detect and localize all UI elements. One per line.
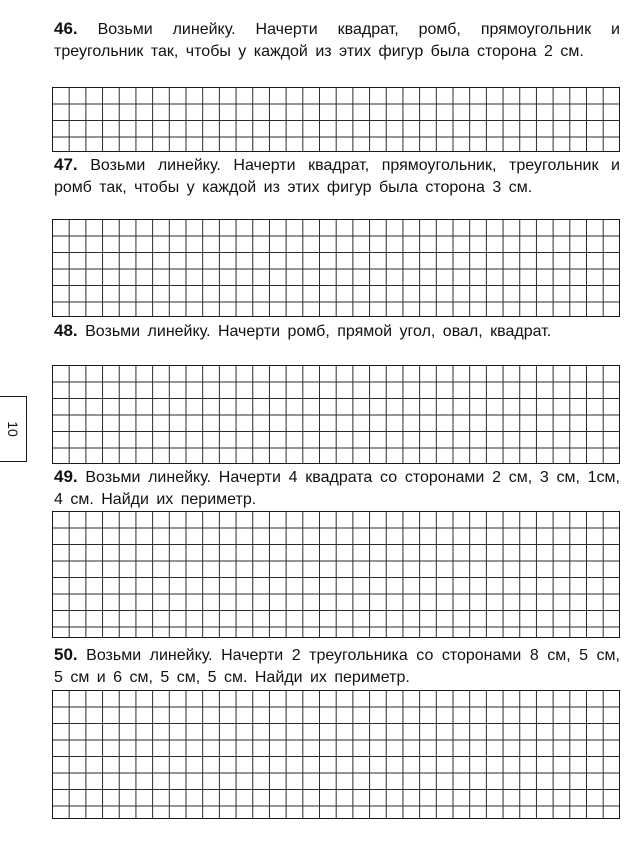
task-49-text [54, 466, 620, 511]
task-49-grid[interactable] [52, 511, 620, 638]
page-number-tab [0, 396, 27, 462]
task-50-body: Возьми линейку. Начерти 2 треугольника со сторонами 8 см, 5 см, 5 см и 6 см, 5 см, 5 см. Найди их периметр. [54, 647, 621, 686]
task-46-body: Возьми линейку. Начерти квадрат, ромб, прямоугольник и треугольник так, чтобы у каждой из этих фигур была сторона 2 см. [54, 21, 620, 60]
page-number: 10 [5, 421, 21, 437]
task-49-body: Возьми линейку. Начерти 4 квадрата со сторонами 2 см, 3 см, 1см, 4 см. Найди их периметр. [54, 469, 620, 508]
task-47-number: 47. [54, 155, 78, 174]
task-50-grid[interactable] [52, 690, 620, 819]
task-48-body: Возьми линейку. Начерти ромб, прямой угол, овал, квадрат. [85, 323, 552, 340]
task-48-number: 48. [54, 321, 78, 340]
task-48-grid[interactable] [52, 365, 620, 464]
task-47-text [54, 154, 620, 199]
task-47-body: Возьми линейку. Начерти квадрат, прямоугольник, треугольник и ромб так, чтобы у каждой из этих фигур была сторона 3 см. [54, 157, 620, 196]
task-50-text [54, 644, 620, 689]
task-50-number: 50. [54, 645, 78, 664]
task-48-text [54, 320, 620, 343]
task-46-text [54, 18, 620, 63]
task-46-grid[interactable] [52, 87, 620, 152]
task-47-grid[interactable] [52, 219, 620, 317]
task-49-number: 49. [54, 467, 78, 486]
task-46-number: 46. [54, 19, 78, 38]
